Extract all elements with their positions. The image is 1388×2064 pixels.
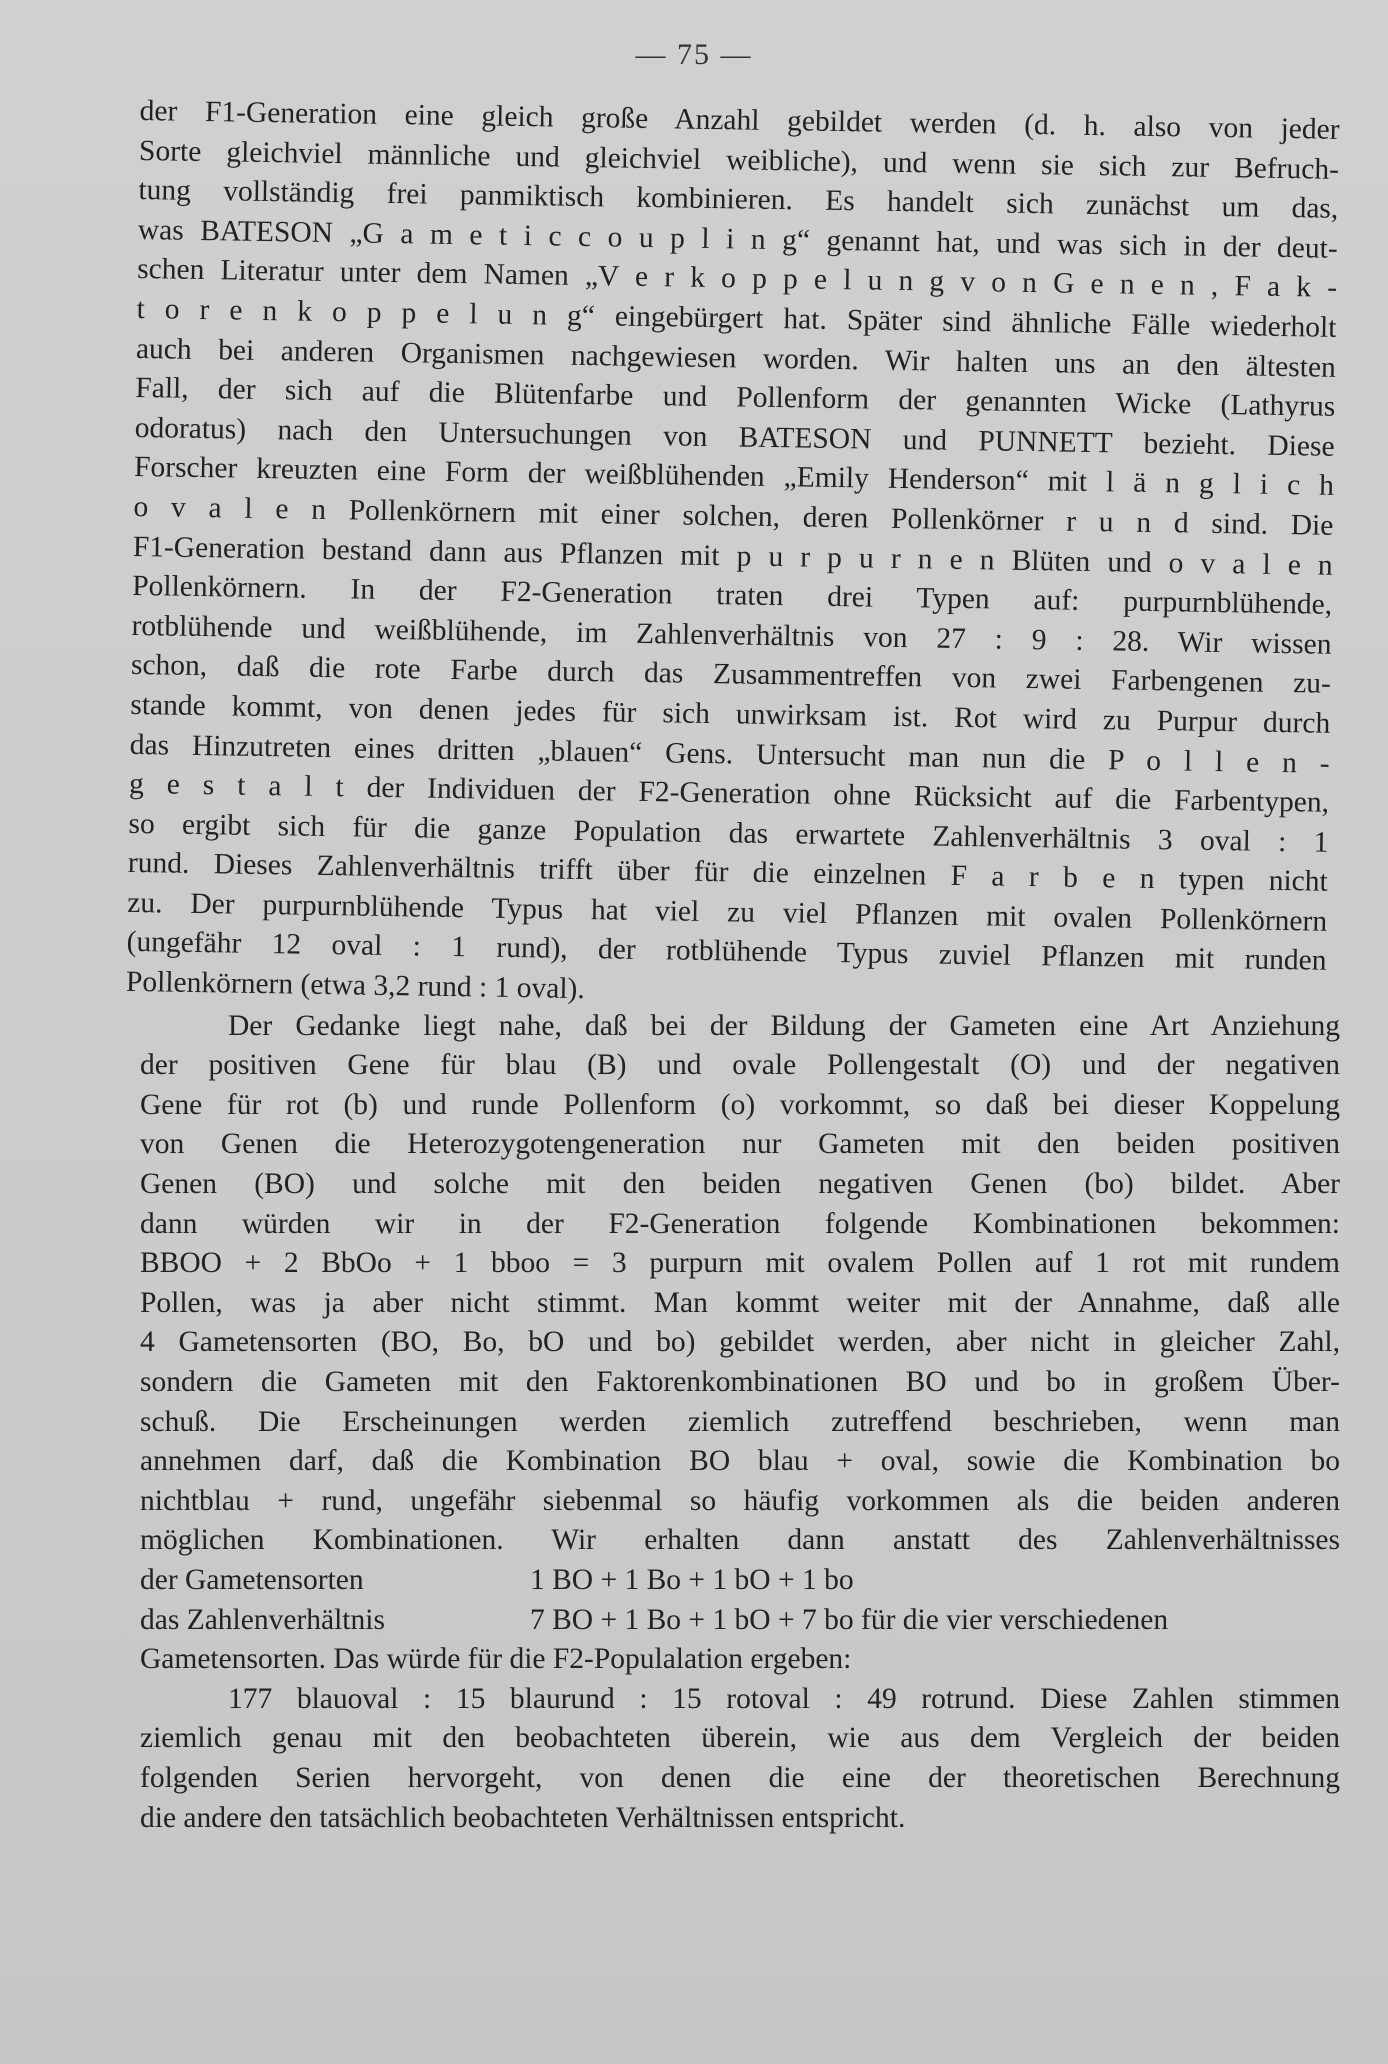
text-line: was BATESON „G a m e t i c c o u p l i n g“ genannt hat, und was sich in der deut- <box>137 213 1338 265</box>
text-line: odoratus) nach den Untersuchungen von BATESON und PUNNETT bezieht. Diese <box>134 411 1335 463</box>
text-line: von Genen die Heterozygotengeneration nur Gameten mit den beiden positiven <box>140 1128 1340 1161</box>
text-line: rund. Dieses Zahlenverhältnis trifft über für die einzelnen F a r b e n typen nicht <box>127 847 1328 899</box>
text-line: die andere den tatsächlich beobachteten Verhältnissen entspricht. <box>140 1801 906 1834</box>
text-line: schen Literatur unter dem Namen „V e r k o p p e l u n g v o n G e n e n , F a k - <box>136 253 1338 305</box>
text-line: F1-Generation bestand dann aus Pflanzen mit p u r p u r n e n Blüten und o v a l e n <box>132 530 1333 582</box>
text-line: g e s t a l t der Individuen der F2-Generation ohne Rücksicht auf die Farbentypen, <box>128 768 1330 819</box>
ratio-row <box>140 1601 1340 1641</box>
text-line: tung vollständig frei panmiktisch kombinieren. Es handelt sich zunächst um das, <box>138 174 1339 226</box>
text-line: auch bei anderen Organismen nachgewiesen worden. Wir halten uns an den ältesten <box>135 332 1337 384</box>
text-line: nichtblau + rund, ungefähr siebenmal so häufig vorkommen als die beiden anderen <box>140 1484 1340 1517</box>
text-line: sondern die Gameten mit den Faktorenkombinationen BO und bo in großem Über- <box>140 1366 1340 1398</box>
text-line: stande kommt, von denen jedes für sich unwirksam ist. Rot wird zu Purpur durch <box>130 688 1331 740</box>
text-line: (ungefähr 12 oval : 1 rund), der rotblühende Typus zuviel Pflanzen mit runden <box>126 926 1327 978</box>
text-line: rotblühende und weißblühende, im Zahlenverhältnis von 27 : 9 : 28. Wir wissen <box>131 609 1332 661</box>
text-line: zu. Der purpurnblühende Typus hat viel zu viel Pflanzen mit ovalen Pollenkörnern <box>127 886 1328 938</box>
text-line: BBOO + 2 BbOo + 1 bboo = 3 purpurn mit ovalem Pollen auf 1 rot mit rundem <box>140 1247 1340 1280</box>
ratio-value: 7 BO + 1 Bo + 1 bO + 7 bo für die vier verschiedenen <box>530 1603 1169 1636</box>
text-line: Sorte gleichviel männliche und gleichviel weibliche), und wenn sie sich zur Befruch- <box>138 134 1340 186</box>
page-number: — 75 — <box>635 38 753 71</box>
ratio-value: 1 BO + 1 Bo + 1 bO + 1 bo <box>530 1563 854 1596</box>
text-line: Pollen, was ja aber nicht stimmt. Man kommt weiter mit der Annahme, daß alle <box>140 1286 1340 1319</box>
text-line: der positiven Gene für blau (B) und ovale Pollengestalt (O) und der negativen <box>140 1049 1340 1082</box>
text-line: 4 Gametensorten (BO, Bo, bO und bo) gebildet werden, aber nicht in gleicher Zahl, <box>140 1326 1340 1359</box>
text-line: 177 blauoval : 15 blaurund : 15 rotoval : 49 rotrund. Diese Zahlen stimmen <box>228 1682 1340 1715</box>
text-line: möglichen Kombinationen. Wir erhalten dann anstatt des Zahlenverhältnisses <box>140 1524 1340 1557</box>
text-line: t o r e n k o p p e l u n g“ eingebürgert hat. Später sind ähnliche Fälle wiederholt <box>136 292 1337 344</box>
text-line: das Hinzutreten eines dritten „blauen“ Gens. Untersucht man nun die P o l l e n - <box>129 728 1330 780</box>
body-text <box>125 92 1340 1838</box>
text-line: dann würden wir in der F2-Generation folgende Kombinationen bekommen: <box>140 1207 1340 1240</box>
text-line: Forscher kreuzten eine Form der weißblühenden „Emily Henderson“ mit l ä n g l i c h <box>133 451 1335 503</box>
text-line: ziemlich genau mit den beobachteten überein, wie aus dem Vergleich der beiden <box>140 1722 1340 1755</box>
text-line: Gene für rot (b) und runde Pollenform (o) vorkommt, so daß bei dieser Koppelung <box>140 1088 1340 1121</box>
text-line: annehmen darf, daß die Kombination BO blau + oval, sowie die Kombination bo <box>140 1445 1340 1478</box>
text-line: Der Gedanke liegt nahe, daß bei der Bildung der Gameten eine Art Anziehung <box>228 1009 1340 1042</box>
text-line: schuß. Die Erscheinungen werden ziemlich zutreffend beschrieben, wenn man <box>140 1405 1340 1438</box>
text-line: schon, daß die rote Farbe durch das Zusammentreffen von zwei Farbengenen zu- <box>130 649 1332 701</box>
text-line: Gametensorten. Das würde für die F2-Populalation ergeben: <box>140 1643 852 1676</box>
text-line: o v a l e n Pollenkörnern mit einer solchen, deren Pollenkörner r u n d sind. Die <box>133 490 1334 542</box>
text-line: Genen (BO) und solche mit den beiden negativen Genen (bo) bildet. Aber <box>140 1168 1340 1201</box>
text-line: so ergibt sich für die ganze Population das erwartete Zahlenverhältnis 3 oval : 1 <box>128 807 1329 859</box>
text-line: der F1-Generation eine gleich große Anzahl gebildet werden (d. h. also von jeder <box>139 94 1340 146</box>
paragraph-2 <box>140 1007 1340 1680</box>
ratio-label: der Gametensorten <box>140 1563 364 1596</box>
text-line: Fall, der sich auf die Blütenfarbe und Pollenform der genannten Wicke (Lathyrus <box>135 372 1336 423</box>
text-line: folgenden Serien hervorgeht, von denen die eine der theoretischen Berechnung <box>140 1761 1340 1794</box>
text-line: Pollenkörnern (etwa 3,2 rund : 1 oval). <box>125 965 585 1006</box>
ratio-row <box>140 1561 1340 1601</box>
ratio-label: das Zahlenverhältnis <box>140 1603 385 1636</box>
paragraph-3 <box>140 1680 1340 1838</box>
paragraph-1 <box>126 92 1340 1021</box>
text-line: Pollenkörnern. In der F2-Generation traten drei Typen auf: purpurnblühende, <box>131 570 1333 621</box>
